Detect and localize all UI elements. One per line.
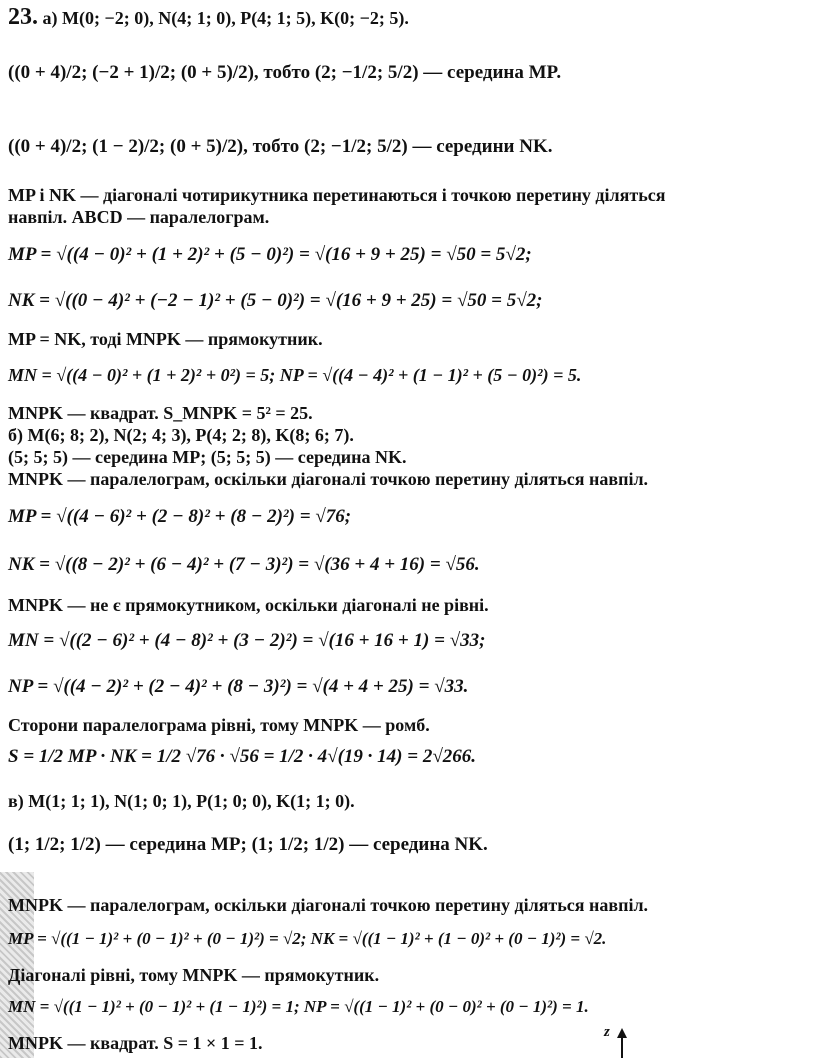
z-axis-arrow bbox=[600, 1026, 640, 1058]
line-19: Сторони паралелограма рівні, тому MNPK — ромб. bbox=[8, 715, 430, 735]
line-14: MP = √((4 − 6)² + (2 − 8)² + (8 − 2)²) = √76; bbox=[8, 506, 352, 527]
line-13: MNPK — паралелограм, оскільки діагоналі точкою перетину діляться навпіл. bbox=[8, 469, 649, 489]
line-12: (5; 5; 5) — середина MP; (5; 5; 5) — середина NK. bbox=[8, 447, 407, 467]
line-4: MP і NK — діагоналі чотирикутника перетинаються і точкою перетину діляться bbox=[8, 185, 666, 205]
line-26: MN = √((1 − 1)² + (0 − 1)² + (1 − 1)²) = 1; NP = √((1 − 1)² + (0 − 0)² + (0 − 1)²) = 1. bbox=[8, 997, 589, 1016]
line-22: (1; 1/2; 1/2) — середина MP; (1; 1/2; 1/2) — середина NK. bbox=[8, 834, 488, 855]
line-7: NK = √((0 − 4)² + (−2 − 1)² + (5 − 0)²) = √(16 + 9 + 25) = √50 = 5√2; bbox=[8, 290, 543, 311]
problem-header bbox=[8, 6, 409, 29]
line-18: NP = √((4 − 2)² + (2 − 4)² + (8 − 3)²) = √(4 + 4 + 25) = √33. bbox=[8, 676, 469, 697]
line-21: в) M(1; 1; 1), N(1; 0; 1), P(1; 0; 0), K(1; 1; 0). bbox=[8, 791, 355, 811]
line-6: MP = √((4 − 0)² + (1 + 2)² + (5 − 0)²) = √(16 + 9 + 25) = √50 = 5√2; bbox=[8, 244, 532, 265]
line-1: а) M(0; −2; 0), N(4; 1; 0), P(4; 1; 5), K(0; −2; 5). bbox=[42, 8, 409, 28]
line-5: навпіл. ABCD — паралелограм. bbox=[8, 207, 270, 227]
line-2: ((0 + 4)/2; (−2 + 1)/2; (0 + 5)/2), тобто (2; −1/2; 5/2) — середина MP. bbox=[8, 62, 562, 83]
line-10: MNPK — квадрат. S_MNPK = 5² = 25. bbox=[8, 403, 313, 423]
line-11: б) M(6; 8; 2), N(2; 4; 3), P(4; 2; 8), K(8; 6; 7). bbox=[8, 425, 354, 445]
line-23: MNPK — паралелограм, оскільки діагоналі точкою перетину діляться навпіл. bbox=[8, 895, 649, 915]
line-3: ((0 + 4)/2; (1 − 2)/2; (0 + 5)/2), тобто (2; −1/2; 5/2) — середини NK. bbox=[8, 136, 553, 157]
line-16: MNPK — не є прямокутником, оскільки діагоналі не рівні. bbox=[8, 595, 489, 615]
line-25: Діагоналі рівні, тому MNPK — прямокутник. bbox=[8, 965, 380, 985]
line-27: MNPK — квадрат. S = 1 × 1 = 1. bbox=[8, 1033, 263, 1053]
problem-number: 23. bbox=[8, 4, 38, 30]
line-20: S = 1/2 MP · NK = 1/2 √76 · √56 = 1/2 · 4√(19 · 14) = 2√266. bbox=[8, 746, 477, 767]
line-15: NK = √((8 − 2)² + (6 − 4)² + (7 − 3)²) = √(36 + 4 + 16) = √56. bbox=[8, 554, 480, 575]
line-17: MN = √((2 − 6)² + (4 − 8)² + (3 − 2)²) = √(16 + 16 + 1) = √33; bbox=[8, 630, 486, 651]
z-axis-label: z bbox=[604, 1024, 610, 1040]
line-8: MP = NK, тоді MNPK — прямокутник. bbox=[8, 329, 323, 349]
line-9: MN = √((4 − 0)² + (1 + 2)² + 0²) = 5; NP = √((4 − 4)² + (1 − 1)² + (5 − 0)²) = 5. bbox=[8, 365, 582, 385]
line-24: MP = √((1 − 1)² + (0 − 1)² + (0 − 1)²) = √2; NK = √((1 − 1)² + (1 − 0)² + (0 − 1)²) = √2. bbox=[8, 929, 607, 948]
